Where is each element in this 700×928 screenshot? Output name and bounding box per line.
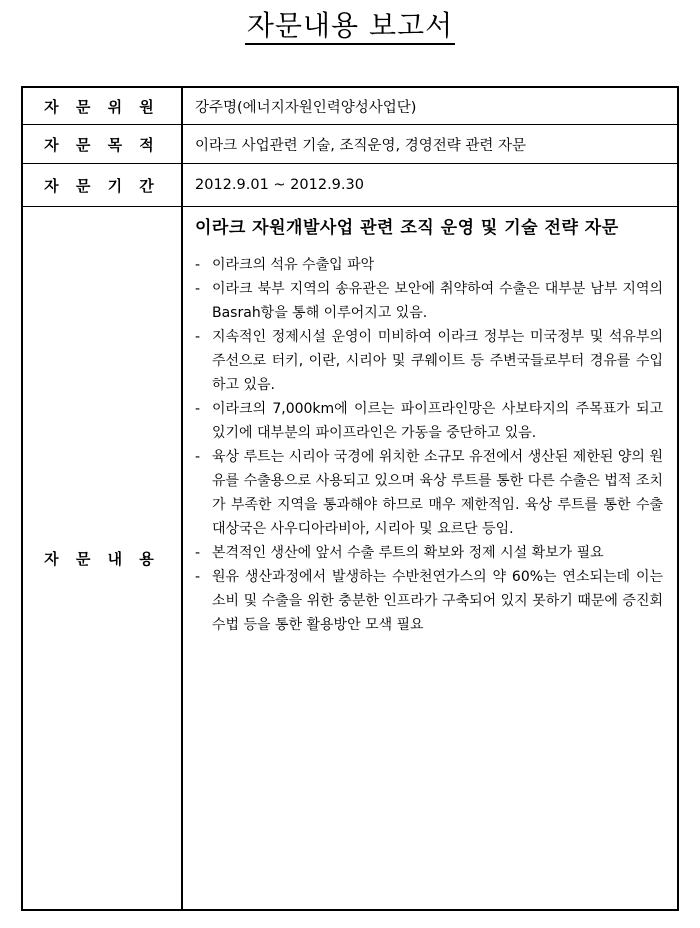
bullet-text: 이라크의 7,000km에 이르는 파이프라인망은 사보타지의 주목표가 되고 있기에 대부분의 파이프라인은 가동을 중단하고 있음. — [212, 401, 663, 441]
bullet-marker: - — [195, 257, 201, 273]
content-label: 자 문 내 용 — [22, 207, 182, 911]
bullet-marker: - — [195, 281, 201, 297]
content-cell — [182, 207, 678, 911]
list-item — [195, 541, 663, 565]
period-value: 2012.9.01 ~ 2012.9.30 — [182, 164, 678, 207]
purpose-value: 이라크 사업관련 기술, 조직운영, 경영전략 관련 자문 — [182, 125, 678, 164]
content-bullet-list — [195, 253, 663, 637]
list-item — [195, 253, 663, 277]
bullet-marker: - — [195, 449, 201, 465]
bullet-marker: - — [195, 545, 201, 561]
table-row-content — [22, 207, 678, 911]
purpose-label: 자 문 목 적 — [22, 125, 182, 164]
bullet-text: 이라크의 석유 수출입 파악 — [212, 257, 375, 273]
report-table — [21, 86, 679, 911]
bullet-text: 원유 생산과정에서 발생하는 수반천연가스의 약 60%는 연소되는데 이는 소비 및 수출을 위한 충분한 인프라가 구축되어 있지 못하기 때문에 증진회수법 등을 통한 활용방안 모색 필요 — [212, 569, 663, 633]
document-title — [0, 4, 700, 44]
bullet-marker: - — [195, 569, 201, 585]
list-item — [195, 565, 663, 637]
list-item — [195, 397, 663, 445]
table-row-period — [22, 164, 678, 207]
bullet-text: 본격적인 생산에 앞서 수출 루트의 확보와 정제 시설 확보가 필요 — [212, 545, 604, 561]
list-item — [195, 325, 663, 397]
table-row-advisor — [22, 87, 678, 125]
content-heading: 이라크 자원개발사업 관련 조직 운영 및 기술 전략 자문 — [195, 218, 619, 238]
list-item — [195, 277, 663, 325]
bullet-text: 이라크 북부 지역의 송유관은 보안에 취약하여 수출은 대부분 남부 지역의 Basrah항을 통해 이루어지고 있음. — [212, 281, 663, 321]
advisor-label: 자 문 위 원 — [22, 87, 182, 125]
period-label: 자 문 기 간 — [22, 164, 182, 207]
bullet-text: 지속적인 정제시설 운영이 미비하여 이라크 정부는 미국정부 및 석유부의 주선으로 터키, 이란, 시리아 및 쿠웨이트 등 주변국들로부터 경유를 수입하고 있음. — [212, 329, 663, 393]
document-title-text: 자문내용 보고서 — [245, 9, 455, 45]
table-row-purpose — [22, 125, 678, 164]
bullet-marker: - — [195, 329, 201, 345]
bullet-marker: - — [195, 401, 201, 417]
advisor-value: 강주명(에너지자원인력양성사업단) — [182, 87, 678, 125]
list-item — [195, 445, 663, 541]
bullet-text: 육상 루트는 시리아 국경에 위치한 소규모 유전에서 생산된 제한된 양의 원유를 수출용으로 사용되고 있으며 육상 루트를 통한 다른 수출은 법적 조치가 부족한 지역을 통과해야 하므로 매우 제한적임. 육상 루트를 통한 수출 대상국은 사우디아라비아, 시리아 및 요르단 등임. — [212, 449, 663, 537]
